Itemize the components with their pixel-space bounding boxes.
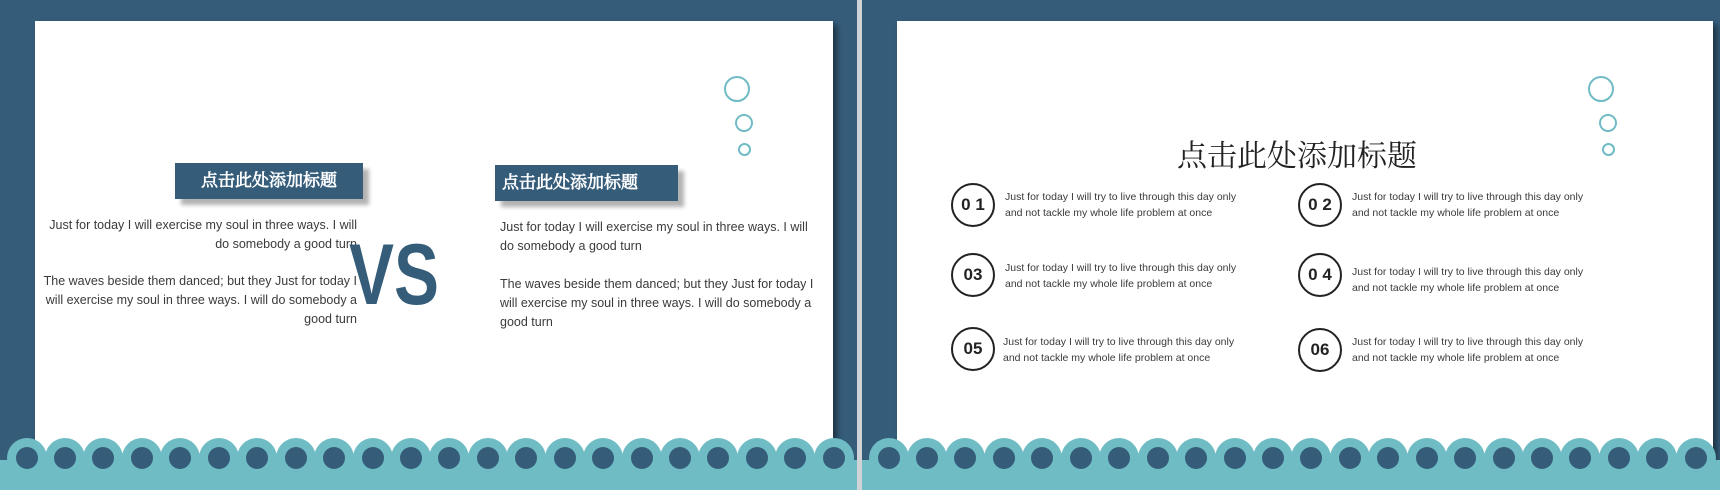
bubble-medium-icon — [735, 114, 753, 132]
scallop-border — [0, 436, 857, 490]
bubble-small-icon — [738, 143, 751, 156]
left-block-paragraph-2: The waves beside them danced; but they Just for today I will exercise my soul in three ways. I will do somebody a good turn — [43, 274, 357, 326]
list-item-text: Just for today I will try to live through this day only and not tackle my whole life problem at once — [1005, 191, 1237, 219]
scallop-border — [862, 436, 1720, 490]
number-badge: 0 2 — [1298, 183, 1342, 227]
right-block-paragraph-1: Just for today I will exercise my soul in three ways. I will do somebody a good turn — [500, 220, 808, 253]
bubble-large-icon — [1588, 76, 1614, 102]
slide-numbered-list — [862, 0, 1720, 490]
list-item-text: Just for today I will try to live through this day only and not tackle my whole life problem at once — [1005, 262, 1237, 290]
slide-vs-comparison — [0, 0, 857, 490]
slide-title[interactable]: 点击此处添加标题 — [1177, 140, 1417, 173]
list-item-text: Just for today I will try to live through this day only and not tackle my whole life problem at once — [1352, 266, 1584, 294]
number-badge: 0 4 — [1298, 253, 1342, 297]
slide-content-card — [35, 21, 833, 461]
list-item-text: Just for today I will try to live through this day only and not tackle my whole life problem at once — [1352, 191, 1584, 219]
list-item-text: Just for today I will try to live through this day only and not tackle my whole life problem at once — [1003, 336, 1235, 364]
right-block-title[interactable]: 点击此处添加标题 — [495, 165, 678, 201]
number-badge: 06 — [1298, 328, 1342, 372]
right-block-paragraph-2: The waves beside them danced; but they Just for today I will exercise my soul in three ways. I will do somebody a good turn — [500, 277, 814, 329]
slide-content-card — [897, 21, 1713, 461]
number-badge: 05 — [951, 327, 995, 371]
number-badge: 0 1 — [951, 183, 995, 227]
vs-label: VS — [349, 227, 439, 323]
number-badge: 03 — [951, 253, 995, 297]
left-block-paragraph-1: Just for today I will exercise my soul in three ways. I will do somebody a good turn — [49, 218, 357, 251]
list-item-text: Just for today I will try to live through this day only and not tackle my whole life problem at once — [1352, 336, 1584, 364]
left-block-title[interactable]: 点击此处添加标题 — [175, 163, 363, 199]
vs-graphic — [348, 227, 440, 323]
bubble-medium-icon — [1599, 114, 1617, 132]
bubble-large-icon — [724, 76, 750, 102]
